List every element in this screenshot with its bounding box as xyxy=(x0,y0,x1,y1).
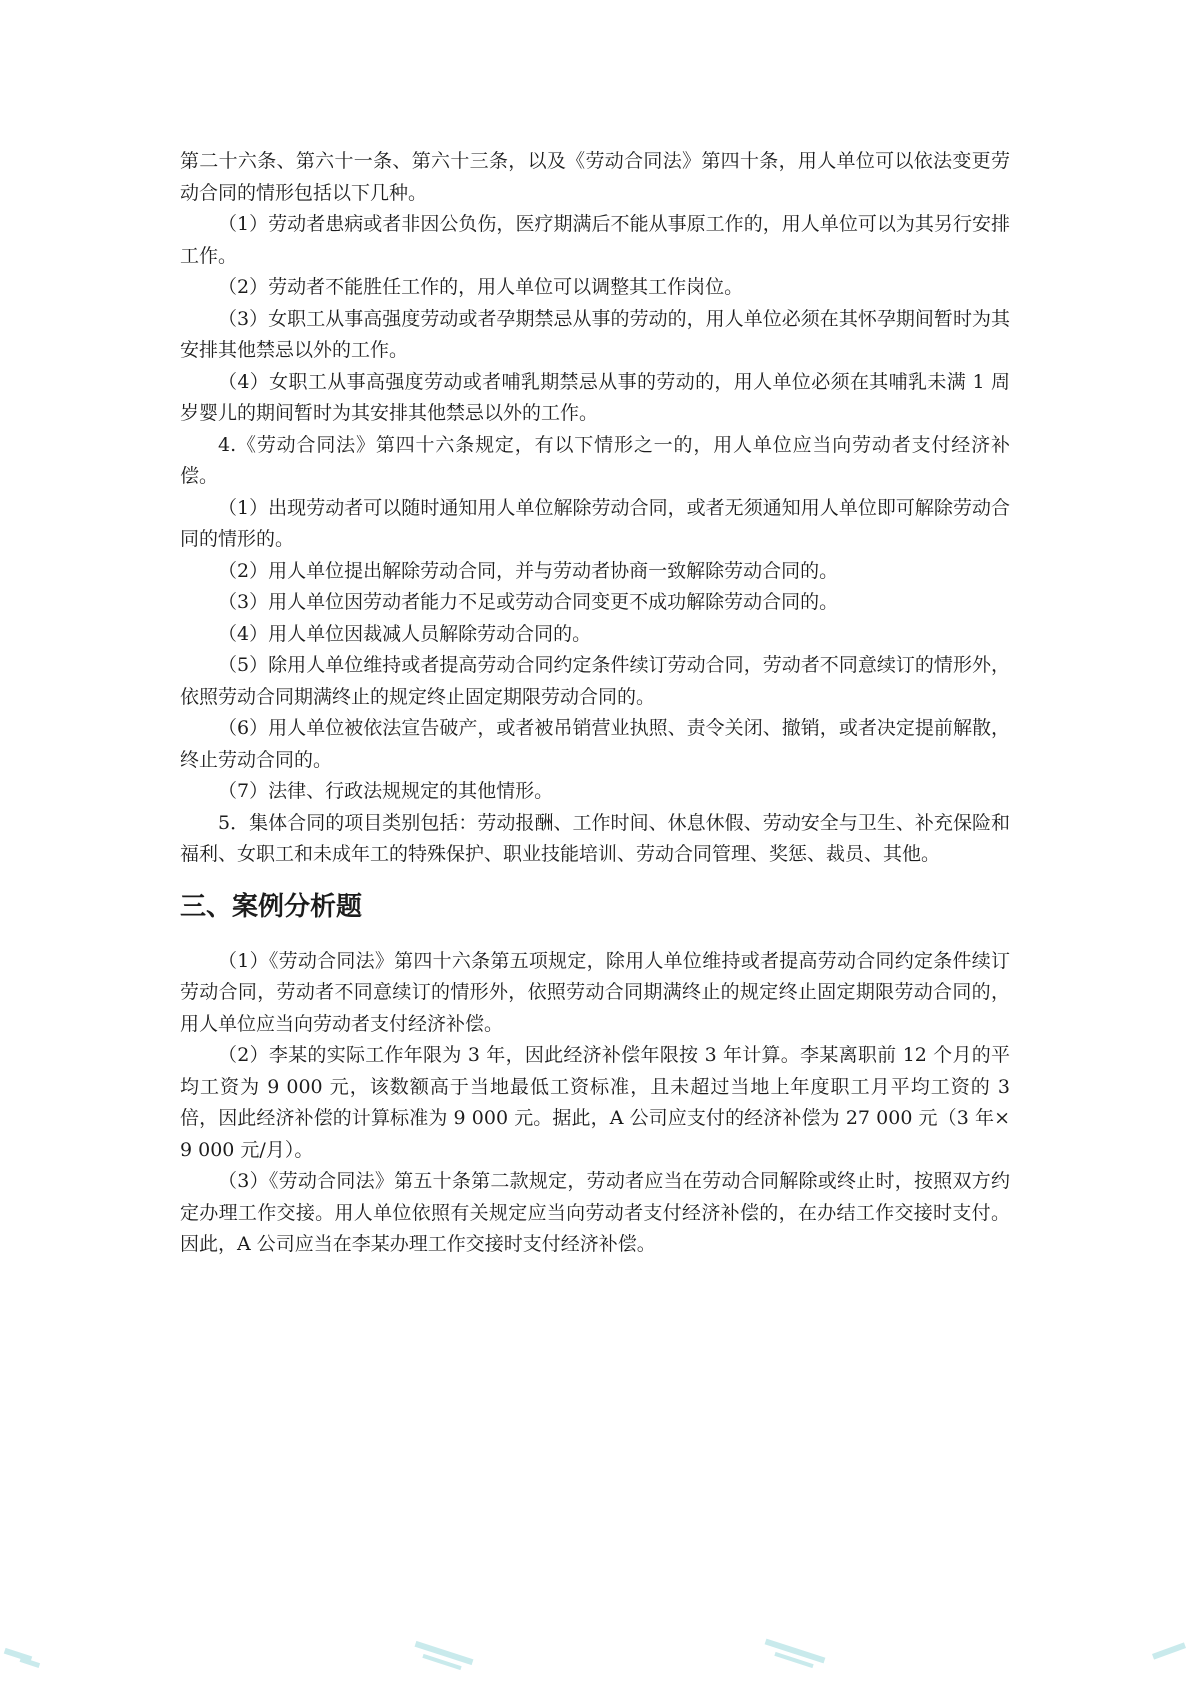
list-item: （2）劳动者不能胜任工作的，用人单位可以调整其工作岗位。 xyxy=(218,276,744,298)
paragraph: 5．集体合同的项目类别包括：劳动报酬、工作时间、休息休假、劳动安全与卫生、补充保险和福利、女职工和未成年工的特殊保护、职业技能培训、劳动合同管理、奖惩、裁员、其他。 xyxy=(180,811,1010,865)
watermark-mark-right xyxy=(1146,1636,1190,1672)
paragraph: 4.《劳动合同法》第四十六条规定，有以下情形之一的，用人单位应当向劳动者支付经济补偿。 xyxy=(180,433,1010,487)
list-item: （4）用人单位因裁减人员解除劳动合同的。 xyxy=(218,622,592,645)
paragraph: 第二十六条、第六十一条、第六十三条，以及《劳动合同法》第四十条，用人单位可以依法变更劳动合同的情形包括以下几种。 xyxy=(180,150,1010,204)
page-content xyxy=(180,146,1010,1261)
watermark-mark-center-right xyxy=(760,1636,840,1672)
list-item: （3）女职工从事高强度劳动或者孕期禁忌从事的劳动的，用人单位必须在其怀孕期间暂时为其安排其他禁忌以外的工作。 xyxy=(180,307,1010,361)
watermark-mark-left xyxy=(0,1640,60,1674)
section-heading: 三、案例分析题 xyxy=(180,891,363,922)
list-item: （7）法律、行政法规规定的其他情形。 xyxy=(218,780,554,802)
list-item: （6）用人单位被依法宣告破产，或者被吊销营业执照、责令关闭、撤销，或者决定提前解散，终止劳动合同的。 xyxy=(180,717,1010,771)
list-item: （1）劳动者患病或者非因公负伤，医疗期满后不能从事原工作的，用人单位可以为其另行安排工作。 xyxy=(180,213,1010,267)
list-item: （4）女职工从事高强度劳动或者哺乳期禁忌从事的劳动的，用人单位必须在其哺乳未满 1 周岁婴儿的期间暂时为其安排其他禁忌以外的工作。 xyxy=(180,370,1010,424)
list-item: （5）除用人单位维持或者提高劳动合同约定条件续订劳动合同，劳动者不同意续订的情形外，依照劳动合同期满终止的规定终止固定期限劳动合同的。 xyxy=(180,654,1010,708)
answer-paragraph: （3）《劳动合同法》第五十条第二款规定，劳动者应当在劳动合同解除或终止时，按照双方约定办理工作交接。用人单位依照有关规定应当向劳动者支付经济补偿的，在办结工作交接时支付。因此，A 公司应当在李某办理工作交接时支付经济补偿。 xyxy=(180,1170,1010,1255)
list-item: （3）用人单位因劳动者能力不足或劳动合同变更不成功解除劳动合同的。 xyxy=(218,591,839,613)
list-item: （1）出现劳动者可以随时通知用人单位解除劳动合同，或者无须通知用人单位即可解除劳动合同的情形的。 xyxy=(180,496,1010,550)
answer-paragraph: （1）《劳动合同法》第四十六条第五项规定，除用人单位维持或者提高劳动合同约定条件续订劳动合同，劳动者不同意续订的情形外，依照劳动合同期满终止的规定终止固定期限劳动合同的，用人单位应当向劳动者支付经济补偿。 xyxy=(180,949,1010,1035)
list-item: （2）用人单位提出解除劳动合同，并与劳动者协商一致解除劳动合同的。 xyxy=(218,559,839,582)
answer-paragraph: （2）李某的实际工作年限为 3 年，因此经济补偿年限按 3 年计算。李某离职前 12 个月的平均工资为 9 000 元，该数额高于当地最低工资标准，且未超过当地上年度职工月平均工资的 3 倍，因此经济补偿的计算标准为 9 000 元。据此，A 公司应支付的经济补偿为 27 000 元（3 年×9 000 元/月）。 xyxy=(180,1044,1010,1161)
watermark-mark-center-left xyxy=(410,1640,490,1674)
